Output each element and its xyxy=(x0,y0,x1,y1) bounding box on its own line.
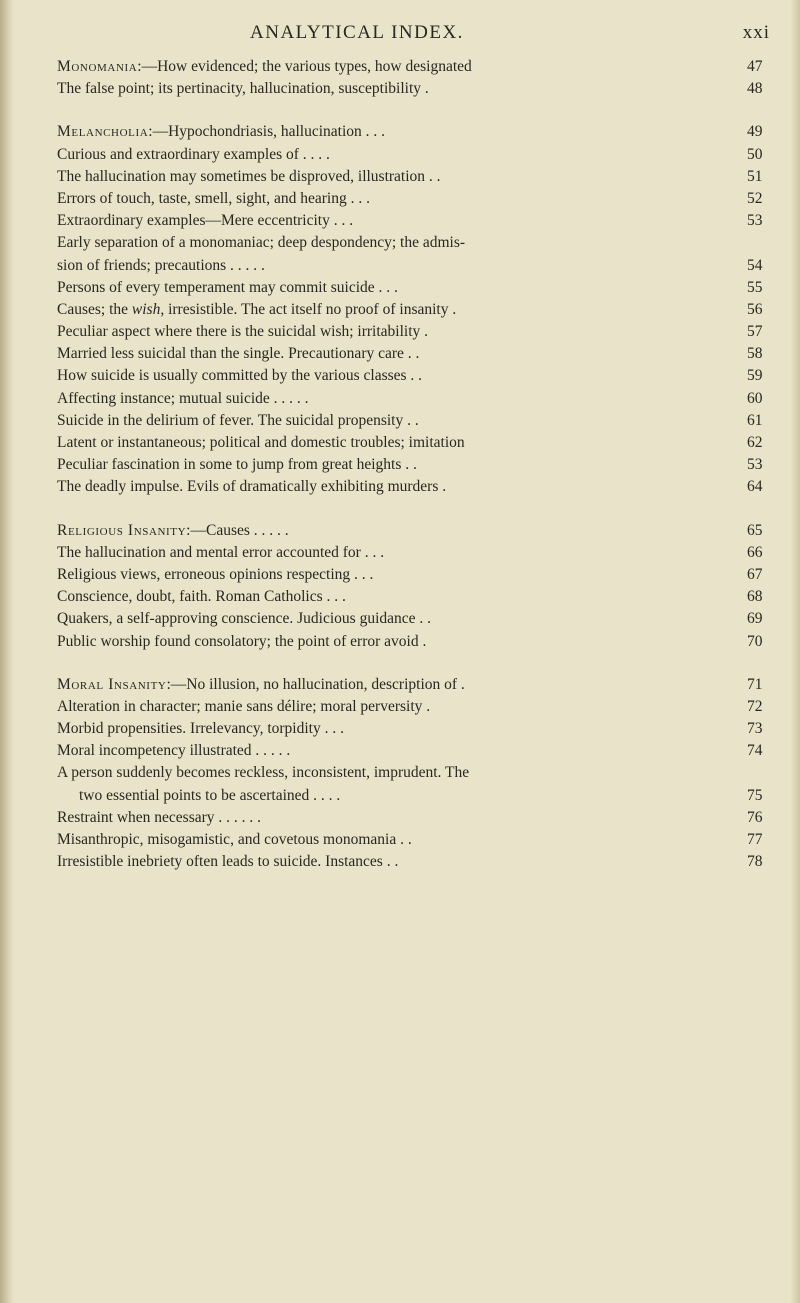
entry-text: Religious views, erroneous opinions respecting . . . xyxy=(57,565,374,583)
entry-text: Early separation of a monomaniac; deep despondency; the admis- xyxy=(57,234,466,252)
entry-page-number: 76 xyxy=(747,808,763,826)
index-entry xyxy=(57,410,777,432)
entry-text: sion of friends; precautions . . . . . xyxy=(57,256,265,274)
entry-text: Peculiar fascination in some to jump from great heights . . xyxy=(57,456,417,474)
index-entry xyxy=(57,807,777,829)
index-entry xyxy=(57,365,777,387)
entry-text: The deadly impulse. Evils of dramatically exhibiting murders . xyxy=(57,478,447,496)
index-entry xyxy=(57,210,777,232)
entry-text: Affecting instance; mutual suicide . . . . . xyxy=(57,389,309,407)
entry-page-number: 77 xyxy=(747,831,763,848)
index-entry xyxy=(57,762,777,784)
entry-page-number: 52 xyxy=(747,189,763,207)
index-entry xyxy=(57,255,777,277)
index-entry xyxy=(57,608,777,630)
index-entry xyxy=(57,299,777,321)
index-entry xyxy=(57,674,777,696)
entry-page-number: 61 xyxy=(747,411,763,429)
index-entry xyxy=(57,56,777,78)
entry-page-number: 74 xyxy=(747,742,763,760)
entry-page-number: 51 xyxy=(747,167,763,185)
entry-page-number: 67 xyxy=(747,565,763,583)
entry-page-number: 68 xyxy=(747,588,763,606)
index-entry xyxy=(57,166,777,188)
entry-text: Melancholia:—Hypochondriasis, hallucination . . . xyxy=(57,123,386,141)
entry-text: Monomania:—How evidenced; the various types, how designated xyxy=(57,58,472,75)
index-entry xyxy=(57,851,777,873)
index-entry xyxy=(57,454,777,476)
entry-text: Misanthropic, misogamistic, and covetous monomania . . xyxy=(57,831,412,848)
entry-page-number: 50 xyxy=(747,145,763,163)
index-entry xyxy=(57,188,777,210)
entry-text: Moral incompetency illustrated . . . . . xyxy=(57,742,291,760)
entry-text: The hallucination and mental error accounted for . . . xyxy=(57,543,385,561)
index-section xyxy=(57,56,777,100)
entry-page-number: 57 xyxy=(747,323,763,341)
entry-text: Peculiar aspect where there is the suicidal wish; irritability . xyxy=(57,323,429,341)
entry-page-number: 64 xyxy=(747,478,763,496)
entry-text: Restraint when necessary . . . . . . xyxy=(57,808,262,826)
entry-text: Quakers, a self-approving conscience. Judicious guidance . . xyxy=(57,610,432,628)
entry-text: The false point; its pertinacity, hallucination, susceptibility . xyxy=(57,80,429,98)
entry-page-number: 73 xyxy=(747,720,763,738)
index-entry xyxy=(57,785,777,807)
index-entry xyxy=(57,520,777,542)
page-number: xxi xyxy=(742,22,770,43)
entry-text: Public worship found consolatory; the point of error avoid . xyxy=(57,632,427,650)
index-entry xyxy=(57,343,777,365)
entry-page-number: 56 xyxy=(747,300,763,318)
section-heading: Melancholia xyxy=(57,123,149,141)
running-head xyxy=(250,22,770,52)
entry-text: Extraordinary examples—Mere eccentricity . . . xyxy=(57,212,354,230)
entry-page-number: 53 xyxy=(747,456,763,474)
index-entry xyxy=(57,586,777,608)
index-entry xyxy=(57,740,777,762)
entry-page-number: 54 xyxy=(747,256,763,274)
entry-text: Religious Insanity:—Causes . . . . . xyxy=(57,521,289,539)
index-entry xyxy=(57,432,777,454)
entry-text: The hallucination may sometimes be disproved, illustration . . xyxy=(57,167,441,185)
index-entry xyxy=(57,542,777,564)
entry-text: Alteration in character; manie sans délire; moral perversity . xyxy=(57,697,431,715)
index-entry xyxy=(57,121,777,143)
entry-page-number: 65 xyxy=(747,521,763,539)
entry-text: two essential points to be ascertained . . . . xyxy=(79,786,341,804)
entry-page-number: 58 xyxy=(747,345,763,363)
index-section xyxy=(57,121,777,498)
entry-text: Morbid propensities. Irrelevancy, torpidity . . . xyxy=(57,720,344,738)
entry-page-number: 71 xyxy=(747,675,763,693)
index-entry xyxy=(57,696,777,718)
entry-page-number: 69 xyxy=(747,610,763,628)
entry-page-number: 70 xyxy=(747,632,763,650)
entry-page-number: 78 xyxy=(747,853,763,871)
entry-page-number: 48 xyxy=(747,80,763,98)
entry-text: Married less suicidal than the single. Precautionary care . . xyxy=(57,345,420,363)
entry-text: Conscience, doubt, faith. Roman Catholics . . . xyxy=(57,588,346,606)
index-entry xyxy=(57,476,777,498)
index-entry xyxy=(57,718,777,740)
entry-page-number: 60 xyxy=(747,389,763,407)
index-entry xyxy=(57,144,777,166)
entry-page-number: 55 xyxy=(747,278,763,296)
section-heading: Monomania xyxy=(57,58,138,75)
entry-text: Latent or instantaneous; political and domestic troubles; imitation xyxy=(57,434,465,451)
index-entry xyxy=(57,829,777,851)
index-entry xyxy=(57,321,777,343)
index-entry xyxy=(57,78,777,100)
entry-text: Causes; the wish, irresistible. The act itself no proof of insanity . xyxy=(57,300,457,318)
section-heading: Moral Insanity xyxy=(57,675,167,693)
entry-text: Curious and extraordinary examples of . . . . xyxy=(57,145,330,163)
index-section xyxy=(57,674,777,874)
entry-page-number: 47 xyxy=(747,58,763,75)
index-section xyxy=(57,520,777,653)
entry-text: Irresistible inebriety often leads to suicide. Instances . . xyxy=(57,853,399,871)
index-entry xyxy=(57,564,777,586)
entry-page-number: 66 xyxy=(747,543,763,561)
entry-page-number: 72 xyxy=(747,697,763,715)
entry-page-number: 49 xyxy=(747,123,763,141)
entry-text: Errors of touch, taste, smell, sight, and hearing . . . xyxy=(57,189,370,207)
entry-text: Moral Insanity:—No illusion, no hallucination, description of . xyxy=(57,675,465,693)
entry-page-number: 59 xyxy=(747,367,763,385)
index-content xyxy=(57,56,777,894)
index-entry xyxy=(57,232,777,254)
index-entry xyxy=(57,388,777,410)
entry-page-number: 75 xyxy=(747,786,763,804)
section-heading: Religious Insanity xyxy=(57,521,187,539)
entry-page-number: 53 xyxy=(747,212,763,230)
index-entry xyxy=(57,631,777,653)
entry-text: How suicide is usually committed by the various classes . . xyxy=(57,367,423,385)
entry-text: A person suddenly becomes reckless, inconsistent, imprudent. The xyxy=(57,764,470,782)
index-entry xyxy=(57,277,777,299)
entry-text: Suicide in the delirium of fever. The suicidal propensity . . xyxy=(57,411,419,429)
entry-page-number: 62 xyxy=(747,434,763,451)
entry-text: Persons of every temperament may commit suicide . . . xyxy=(57,278,398,296)
running-title: ANALYTICAL INDEX. xyxy=(250,22,464,43)
